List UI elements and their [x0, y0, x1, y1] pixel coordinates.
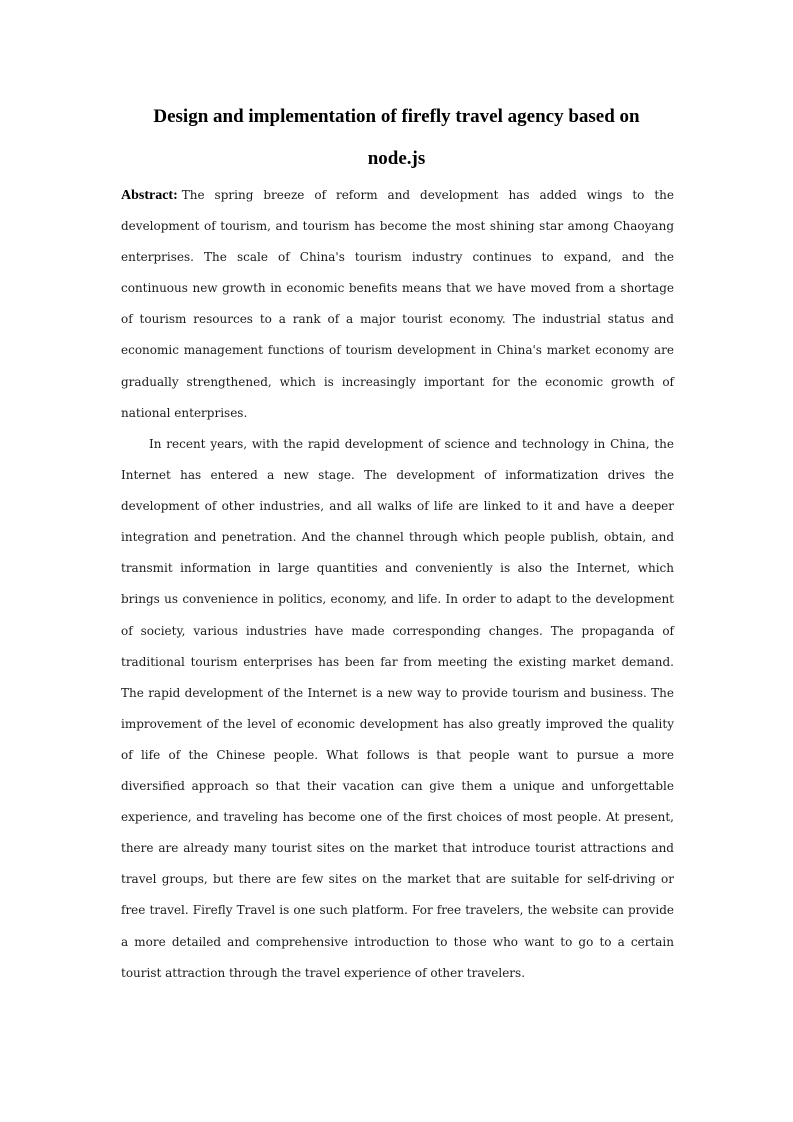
document-title-line-2: node.js [367, 148, 426, 169]
document-title-line-1: Design and implementation of firefly travel agency based on [153, 106, 640, 127]
body-paragraph: In recent years, with the rapid development of science and technology in China, the Internet has entered a new stage. The development of informatization drives the development of other industries, and all walks of life are linked to it and have a deeper integration and penetration. And the channel through which people publish, obtain, and transmit information in large quantities and conveniently is also the Internet, which brings us convenience in politics, economy, and life. In order to adapt to the development of society, various industries have made corresponding changes. The propaganda of traditional tourism enterprises has been far from meeting the existing market demand. The rapid development of the Internet is a new way to provide tourism and business. The improvement of the level of economic development has also greatly improved the quality of life of the Chinese people. What follows is that people want to pursue a more diversified approach so that their vacation can give them a unique and unforgettable experience, and traveling has become one of the first choices of most people. At present, there are already many tourist sites on the market that introduce tourist attractions and travel groups, but there are few sites on the market that are suitable for self-driving or free travel. Firefly Travel is one such platform. For free travelers, the website can provide a more detailed and comprehensive introduction to those who want to go to a certain tourist attraction through the travel experience of other travelers. [121, 437, 674, 980]
abstract-paragraph [121, 180, 674, 429]
abstract-label: Abstract: [121, 188, 178, 203]
abstract-text: The spring breeze of reform and development has added wings to the development of tourism, and tourism has become the most shining star among Chaoyang enterprises. The scale of China's tourism industry continues to expand, and the continuous new growth in economic benefits means that we have moved from a shortage of tourism resources to a rank of a major tourist economy. The industrial status and economic management functions of tourism development in China's market economy are gradually strengthened, which is increasingly important for the economic growth of national enterprises. [121, 188, 674, 420]
